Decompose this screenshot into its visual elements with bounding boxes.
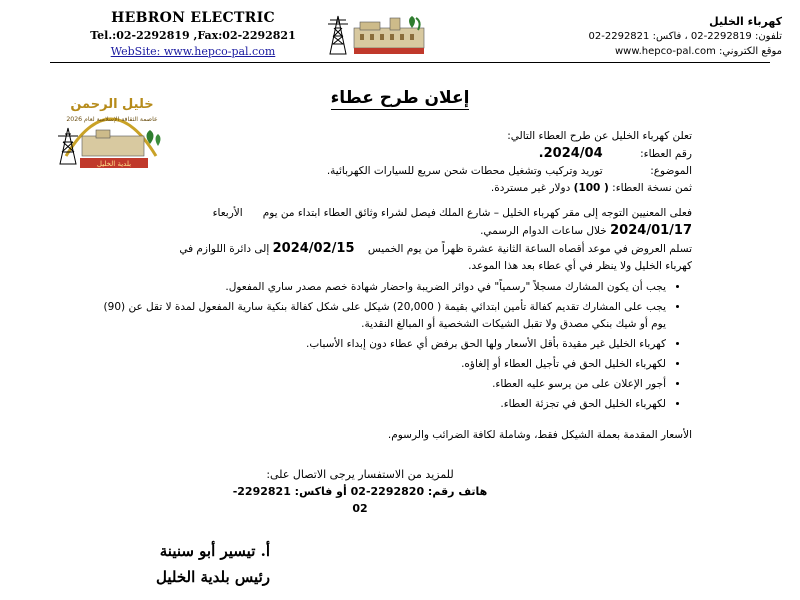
website-ar: موقع الكتروني: www.hepco-pal.com (614, 46, 782, 57)
purchase-line-1 (100, 205, 692, 222)
submit-date: 2024/02/15 (272, 241, 355, 256)
subject-value: توريد وتركيب وتشغيل محطات شحن سريع للسيارات الكهربائية. (326, 165, 603, 177)
submit-line-2: كهرباء الخليل ولا ينظر في أي عطاء بعد هذا الموعد. (468, 260, 692, 272)
website-link[interactable]: WebSite: www.hepco-pal.com (110, 45, 276, 58)
prices-note: الأسعار المقدمة بعملة الشيكل فقط، وشاملة لكافة الضرائب والرسوم. (387, 429, 692, 441)
contact-phones: هاتف رقم: 2292820-02 أو فاكس: 2292821-02 (232, 485, 488, 515)
company-name-en: HEBRON ELECTRIC (111, 10, 275, 26)
purchase-day: الأربعاء (212, 207, 243, 219)
price-value: ( 100) (573, 182, 609, 194)
condition-item: • كهرباء الخليل غير مقيدة بأقل الأسعار ولها الحق برفض أي عطاء دون إبداء الأسباب. (100, 336, 666, 353)
purchase-line-2 (100, 222, 692, 240)
price-row (100, 180, 692, 197)
condition-item: • يجب على المشارك تقديم كفالة تأمين ابتدائي بقيمة ( 20,000) شيكل على شكل كفالة بنكية سارية المفعول لمدة لا تقل عن (90) يوم أو شيك بنكي مصدق ولا تقبل الشيكات الشخصية أو المبالغ النقدية. (100, 299, 666, 333)
contact-line: للمزيد من الاستفسار يرجى الاتصال على: (266, 468, 454, 481)
header-english (78, 10, 308, 58)
spacer (100, 197, 692, 205)
company-logo-icon (320, 12, 440, 56)
tender-number-value: 2024/04. (538, 146, 603, 161)
emblem-title-text: خليل الرحمن (70, 97, 154, 112)
signature-name: أ. تيسير أبو سنينة (159, 542, 270, 560)
emblem-ribbon-text: بلدية الخليل (96, 160, 132, 168)
conditions-list (100, 279, 692, 413)
condition-item: • أجور الإعلان على من يرسو عليه العطاء. (100, 376, 666, 393)
phone-fax-ar: تلفون: 2292819-02 ، فاكس: 2292821-02 (588, 31, 782, 42)
submit-dept: إلى دائرة اللوازم في (179, 243, 270, 255)
price-label: ثمن نسخة العطاء: (612, 182, 692, 194)
contact-block (230, 466, 490, 517)
website-en[interactable] (78, 45, 308, 58)
header-divider (50, 62, 770, 63)
condition-item: • يجب أن يكون المشارك مسجلاً "رسمياً" في دوائر الضريبة واحضار شهادة خصم مصدر ساري المفعول. (100, 279, 666, 296)
purchase-text: فعلى المعنيين التوجه إلى مقر كهرباء الخليل – شارع الملك فيصل لشراء وثائق العطاء ابتداء من يوم (262, 207, 692, 219)
page-title-text: إعلان طرح عطاء (330, 88, 470, 108)
intro-text: تعلن كهرباء الخليل عن طرح العطاء التالي: (507, 130, 692, 142)
condition-item: • لكهرباء الخليل الحق في تجزئة العطاء. (100, 396, 666, 413)
price-suffix: دولار غير مستردة. (490, 182, 571, 194)
signature-block (110, 538, 270, 590)
tender-number-row (100, 145, 692, 163)
announcement-body (100, 128, 692, 444)
purchase-hours: خلال ساعات الدوام الرسمي. (480, 225, 607, 237)
subject-label: الموضوع: (650, 165, 692, 177)
company-name-ar: كهرباء الخليل (709, 15, 782, 28)
tel-fax-en: Tel.:02-2292819 ,Fax:02-2292821 (90, 29, 296, 42)
condition-item: • لكهرباء الخليل الحق في تأجيل العطاء أو إلغاؤه. (100, 356, 666, 373)
header-arabic (482, 14, 782, 59)
subject-row (100, 163, 692, 180)
signature-title: رئيس بلدية الخليل (155, 568, 270, 586)
purchase-date: 2024/01/17 (610, 223, 692, 238)
submit-line-1 (100, 240, 692, 258)
emblem-subtitle-text: عاصمة الثقافة الإسلامية لعام 2026 (66, 116, 158, 123)
tender-number-label: رقم العطاء: (640, 148, 692, 160)
submit-text: تسلم العروض في موعد أقصاه الساعة الثانية عشرة ظهراً من يوم الخميس (367, 243, 692, 255)
